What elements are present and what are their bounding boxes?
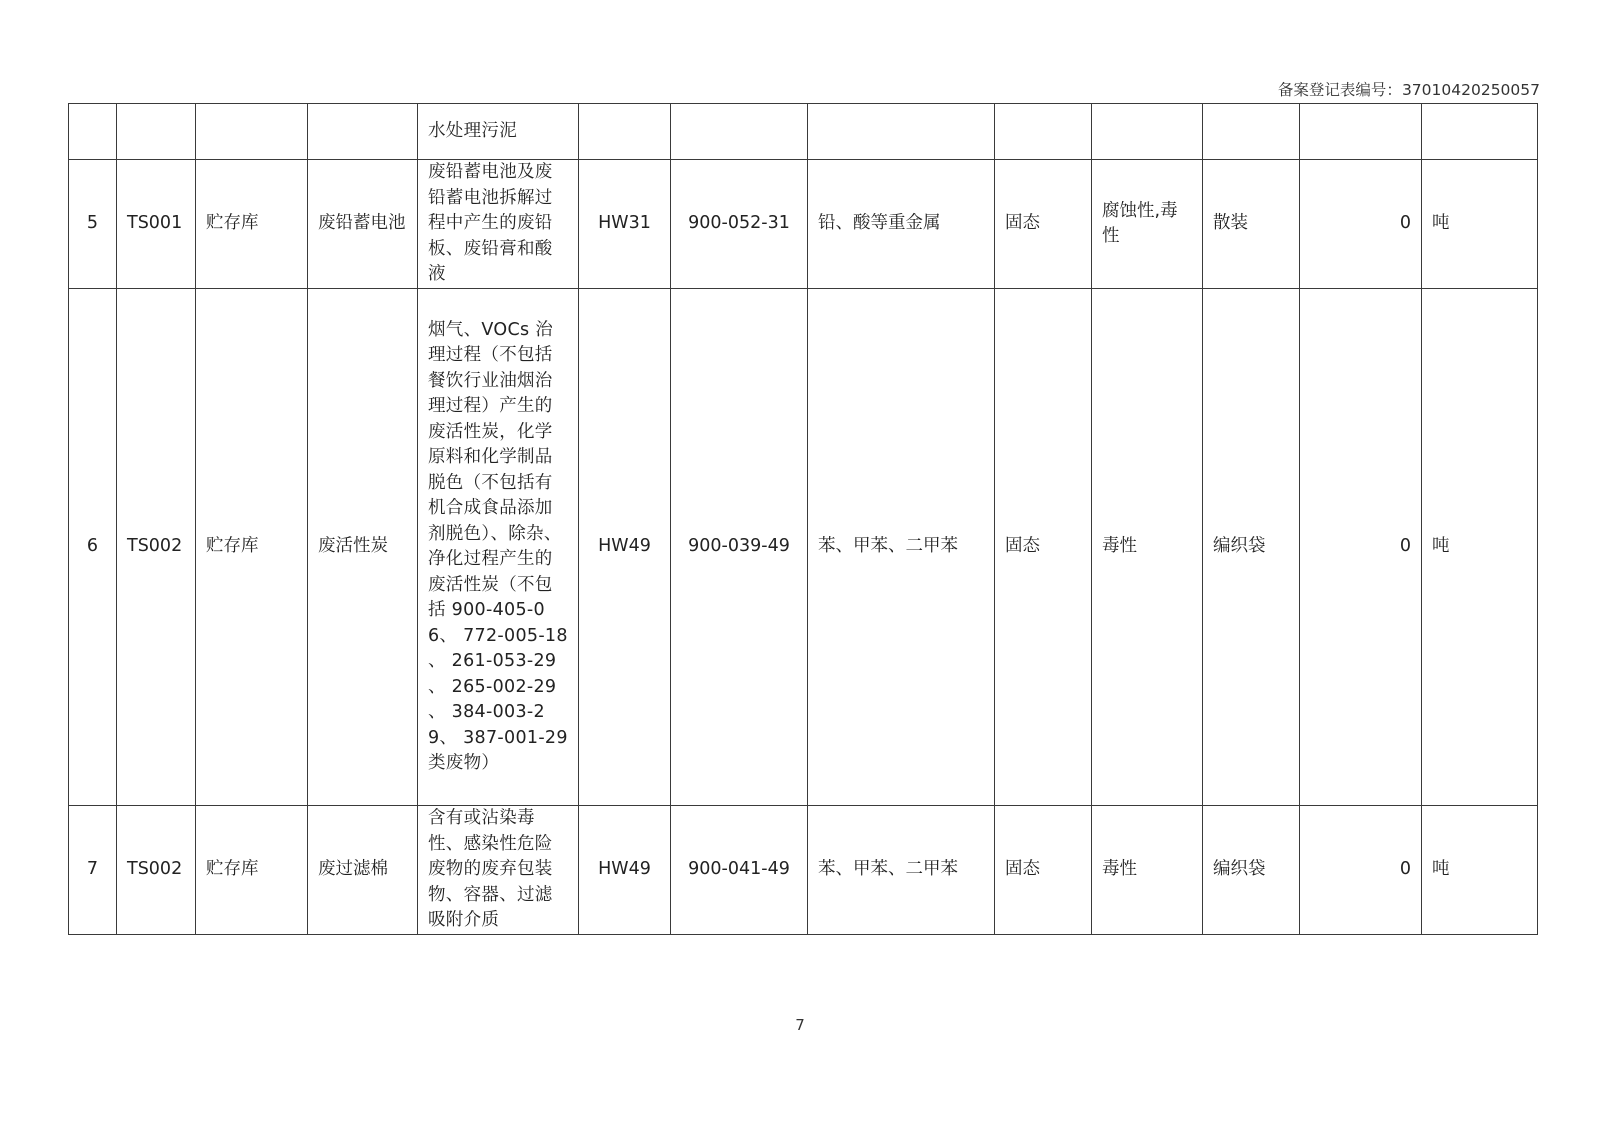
cell-waste-code: 900-039-49 <box>671 289 808 806</box>
cell-category: HW31 <box>579 160 671 289</box>
cell-facility-code <box>117 104 196 160</box>
cell-quantity: 0 <box>1300 289 1422 806</box>
cell-quantity: 0 <box>1300 160 1422 289</box>
cell-hazard-property: 腐蚀性,毒性 <box>1092 160 1203 289</box>
cell-index: 6 <box>69 289 117 806</box>
cell-waste-name: 废活性炭 <box>308 289 418 806</box>
cell-unit: 吨 <box>1422 160 1538 289</box>
cell-unit: 吨 <box>1422 806 1538 935</box>
hazardous-waste-table <box>68 103 1538 935</box>
cell-facility-type: 贮存库 <box>196 289 308 806</box>
cell-waste-code: 900-041-49 <box>671 806 808 935</box>
cell-form <box>995 104 1092 160</box>
record-number-value: 37010420250057 <box>1401 81 1540 99</box>
cell-packaging: 散装 <box>1203 160 1300 289</box>
cell-packaging <box>1203 104 1300 160</box>
cell-facility-code: TS002 <box>117 806 196 935</box>
cell-category: HW49 <box>579 806 671 935</box>
cell-unit <box>1422 104 1538 160</box>
cell-hazardous-components: 苯、甲苯、二甲苯 <box>808 806 995 935</box>
cell-hazardous-components <box>808 104 995 160</box>
table-row <box>69 104 1538 160</box>
cell-hazard-property: 毒性 <box>1092 289 1203 806</box>
cell-description: 含有或沾染毒性、感染性危险废物的废弃包装物、容器、过滤吸附介质 <box>418 806 579 935</box>
cell-facility-type: 贮存库 <box>196 806 308 935</box>
cell-packaging: 编织袋 <box>1203 289 1300 806</box>
cell-facility-code: TS002 <box>117 289 196 806</box>
cell-waste-name <box>308 104 418 160</box>
record-number <box>1278 78 1540 100</box>
cell-index: 7 <box>69 806 117 935</box>
cell-unit: 吨 <box>1422 289 1538 806</box>
cell-hazard-property <box>1092 104 1203 160</box>
cell-quantity: 0 <box>1300 806 1422 935</box>
cell-waste-code <box>671 104 808 160</box>
cell-waste-name: 废过滤棉 <box>308 806 418 935</box>
cell-hazard-property: 毒性 <box>1092 806 1203 935</box>
cell-quantity <box>1300 104 1422 160</box>
cell-form: 固态 <box>995 160 1092 289</box>
cell-waste-code: 900-052-31 <box>671 160 808 289</box>
cell-facility-type: 贮存库 <box>196 160 308 289</box>
cell-facility-code: TS001 <box>117 160 196 289</box>
cell-facility-type <box>196 104 308 160</box>
cell-description: 水处理污泥 <box>418 104 579 160</box>
cell-description: 烟气、VOCs 治理过程（不包括餐饮行业油烟治理过程）产生的废活性炭，化学原料和化学制品脱色（不包括有机合成食品添加剂脱色）、除杂、净化过程产生的废活性炭（不包括 900-405-06、 772-005-18 、 261-053-29 、 265-002-29 、 384-003-29、 387-001-29 类废物） <box>418 289 579 806</box>
cell-description: 废铅蓄电池及废铅蓄电池拆解过程中产生的废铅板、废铅膏和酸液 <box>418 160 579 289</box>
cell-category <box>579 104 671 160</box>
table-row <box>69 806 1538 935</box>
cell-hazardous-components: 铅、酸等重金属 <box>808 160 995 289</box>
cell-index <box>69 104 117 160</box>
cell-form: 固态 <box>995 289 1092 806</box>
cell-hazardous-components: 苯、甲苯、二甲苯 <box>808 289 995 806</box>
cell-index: 5 <box>69 160 117 289</box>
cell-category: HW49 <box>579 289 671 806</box>
record-number-label: 备案登记表编号 <box>1277 81 1387 99</box>
cell-packaging: 编织袋 <box>1203 806 1300 935</box>
table-row <box>69 289 1538 806</box>
table-row <box>69 160 1538 289</box>
page-number: 7 <box>795 1016 805 1034</box>
cell-waste-name: 废铅蓄电池 <box>308 160 418 289</box>
cell-form: 固态 <box>995 806 1092 935</box>
record-number-separator: ： <box>1386 81 1402 99</box>
